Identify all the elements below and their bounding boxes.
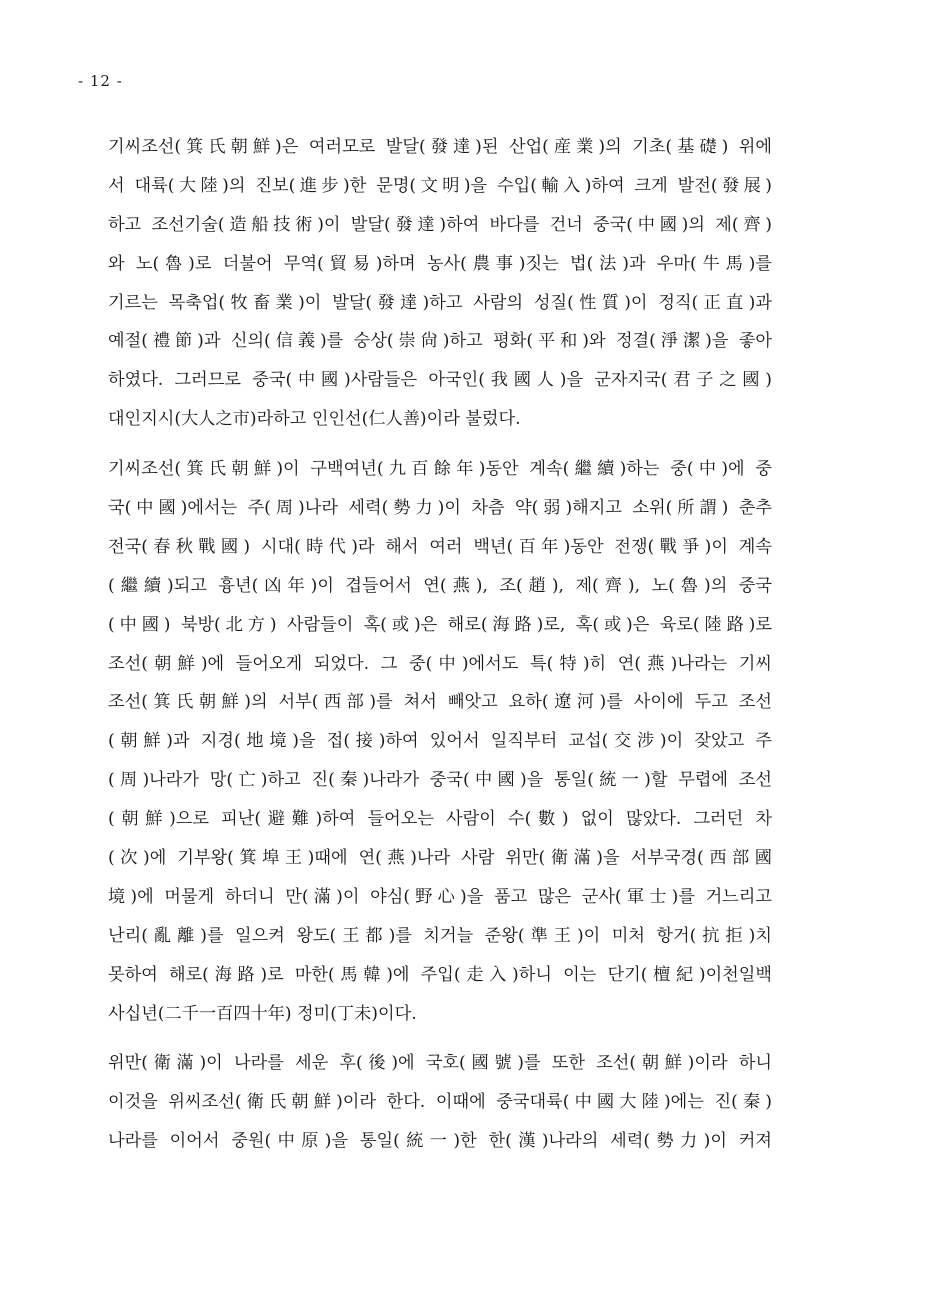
text-line: 예절(禮節)과 신의(信義)를 숭상(崇尙)하고 평화(平和)와 정결(淨潔)을 좋아 bbox=[108, 331, 772, 352]
text-line: 기씨조선(箕氏朝鮮)은 여러모로 발달(發達)된 산업(産業)의 기초(基礎) 위에 bbox=[108, 137, 772, 157]
text-line: 하고 조선기술(造船技術)이 발달(發達)하여 바다를 건너 중국(中國)의 제(齊) bbox=[108, 214, 772, 235]
document-body bbox=[108, 128, 772, 1172]
text-line: 기씨조선(箕氏朝鮮)이 구백여년(九百餘年)동안 계속(繼續)하는 중(中)에 중 bbox=[108, 459, 772, 480]
text-line: (朝鮮)으로 피난(避難)하여 들어오는 사람이 수(數) 없이 많았다. 그러던 차 bbox=[108, 809, 772, 830]
text-line: 서 대륙(大陸)의 진보(進步)한 문명(文明)을 수입(輸入)하여 크게 발전(發展) bbox=[108, 175, 772, 196]
text-line: 조선(箕氏朝鮮)의 서부(西部)를 쳐서 빼앗고 요하(遼河)를 사이에 두고 조선 bbox=[108, 692, 772, 713]
text-line: 이것을 위씨조선(衛氏朝鮮)이라 한다. 이때에 중국대륙(中國大陸)에는 진(秦) bbox=[108, 1092, 772, 1113]
text-line: (朝鮮)과 지경(地境)을 접(接)하여 있어서 일직부터 교섭(交涉)이 잦았고 주 bbox=[108, 731, 772, 752]
text-line: 대인지시(大人之市)라하고 인인선(仁人善)이라 불렀다. bbox=[108, 409, 521, 430]
text-line: 나라를 이어서 중원(中原)을 통일(統一)한 한(漢)나라의 세력(勢力)이 커져 bbox=[108, 1131, 772, 1152]
text-line: 조선(朝鮮)에 들어오게 되었다. 그 중(中)에서도 특(特)히 연(燕)나라는 기씨 bbox=[108, 653, 772, 674]
text-line: 와 노(魯)로 더불어 무역(貿易)하며 농사(農事)짓는 법(法)과 우마(牛馬)를 bbox=[108, 253, 772, 274]
text-line: 하였다. 그러므로 중국(中國)사람들은 아국인(我國人)을 군자지국(君子之國) bbox=[108, 370, 772, 391]
text-line: 전국(春秋戰國) 시대(時代)라 해서 여러 백년(百年)동안 전쟁(戰爭)이 계속 bbox=[108, 536, 772, 557]
text-line: 국(中國)에서는 주(周)나라 세력(勢力)이 차츰 약(弱)해지고 소위(所謂) 춘추 bbox=[108, 498, 772, 519]
paragraph-3 bbox=[108, 1044, 772, 1161]
text-line: (繼續)되고 흉년(凶年)이 겹들어서 연(燕), 조(趙), 제(齊), 노(魯)의 중국 bbox=[108, 575, 772, 596]
text-line: 못하여 해로(海路)로 마한(馬韓)에 주입(走入)하니 이는 단기(檀紀)이천일백 bbox=[108, 964, 772, 985]
text-line: (次)에 기부왕(箕埠王)때에 연(燕)나라 사람 위만(衛滿)을 서부국경(西部國 bbox=[108, 848, 772, 869]
text-line: 境)에 머물게 하더니 만(滿)이 야심(野心)을 품고 많은 군사(軍士)를 거느리고 bbox=[108, 886, 772, 907]
page-number: - 12 - bbox=[78, 72, 123, 90]
paragraph-2 bbox=[108, 450, 772, 1033]
text-line: (中國) 북방(北方) 사람들이 혹(或)은 해로(海路)로, 혹(或)은 육로(陸路)로 bbox=[108, 614, 772, 635]
paragraph-1 bbox=[108, 128, 772, 439]
text-line: 사십년(二千一百四十年) 정미(丁未)이다. bbox=[108, 1003, 417, 1024]
text-line: (周)나라가 망(亡)하고 진(秦)나라가 중국(中國)을 통일(統一)할 무렵에 조선 bbox=[108, 770, 772, 791]
text-line: 위만(衛滿)이 나라를 세운 후(後)에 국호(國號)를 또한 조선(朝鮮)이라 하니 bbox=[108, 1053, 772, 1074]
text-line: 기르는 목축업(牧畜業)이 발달(發達)하고 사람의 성질(性質)이 정직(正直)과 bbox=[108, 292, 772, 313]
text-line: 난리(亂離)를 일으켜 왕도(王都)를 치거늘 준왕(準王)이 미처 항거(抗拒)치 bbox=[108, 925, 772, 946]
